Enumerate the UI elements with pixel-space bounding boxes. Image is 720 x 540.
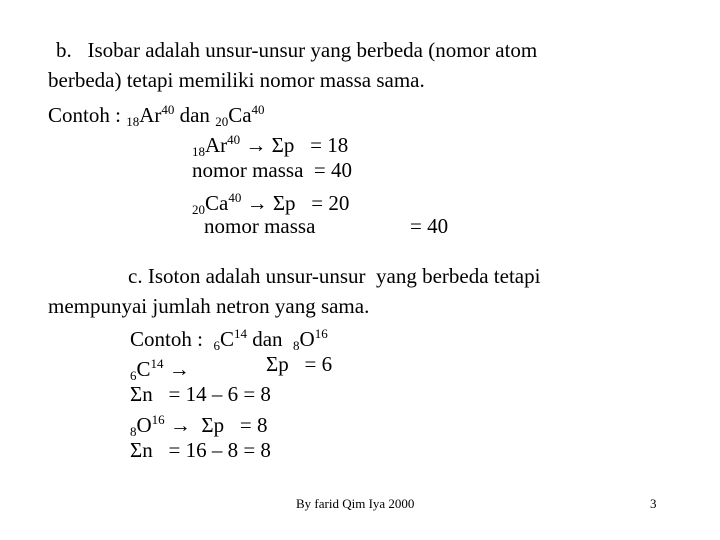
ar-proton-sum: → Σp = 18 [240,133,349,157]
ca-symbol: Ca [205,191,229,215]
o-atomic-number: 8 [293,338,300,353]
footer-credit: By farid Qim Iya 2000 [296,496,415,511]
ar-symbol: Ar [205,133,228,157]
dan-word: dan [246,327,294,351]
c-atomic-number: 6 [213,338,220,353]
c-arrow: → [163,357,190,381]
ar-mass-number: 40 [227,132,241,147]
o-symbol: O [299,327,315,351]
ca-mass-label: nomor massa [204,214,316,238]
example-prefix: Contoh : [48,103,127,127]
o-mass-number: 16 [151,412,165,427]
isobar-definition-line1: b. Isobar adalah unsur-unsur yang berbeda (nomor atom [56,38,538,62]
c-atomic-number: 6 [130,368,137,383]
ca-proton-sum: → Σp = 20 [241,191,350,215]
ca-mass-value: = 40 [410,214,449,238]
o-neutron-line: Σn = 16 – 8 = 8 [130,438,271,462]
ar-symbol: Ar [139,103,162,127]
c-proton-sum: Σp = 6 [266,352,333,376]
c-symbol: C [136,357,151,381]
o-proton-sum: → Σp = 8 [164,413,268,437]
dan-word: dan [174,103,216,127]
ar-atomic-number: 18 [126,114,140,129]
ca-atomic-number: 20 [215,114,229,129]
ca-mass-number: 40 [251,102,265,117]
ca-symbol: Ca [228,103,252,127]
isoton-definition-line2: mempunyai jumlah netron yang sama. [48,294,370,318]
example-prefix: Contoh : [130,327,214,351]
o-mass-number: 16 [314,326,328,341]
c-mass-number: 14 [150,356,164,371]
ca-atomic-number: 20 [192,202,205,217]
isoton-definition-line1: c. Isoton adalah unsur-unsur yang berbeda tetapi [128,264,541,288]
page-number: 3 [650,496,657,511]
ar-mass-line: nomor massa = 40 [192,158,352,182]
isobar-definition-line2: berbeda) tetapi memiliki nomor massa sama. [48,68,425,92]
c-mass-number: 14 [233,326,247,341]
c-symbol: C [219,327,234,351]
ca-mass-number: 40 [228,190,242,205]
ar-atomic-number: 18 [192,144,205,159]
o-atomic-number: 8 [130,424,137,439]
c-neutron-line: Σn = 14 – 6 = 8 [130,382,271,406]
ar-mass-number: 40 [161,102,175,117]
o-symbol: O [136,413,152,437]
